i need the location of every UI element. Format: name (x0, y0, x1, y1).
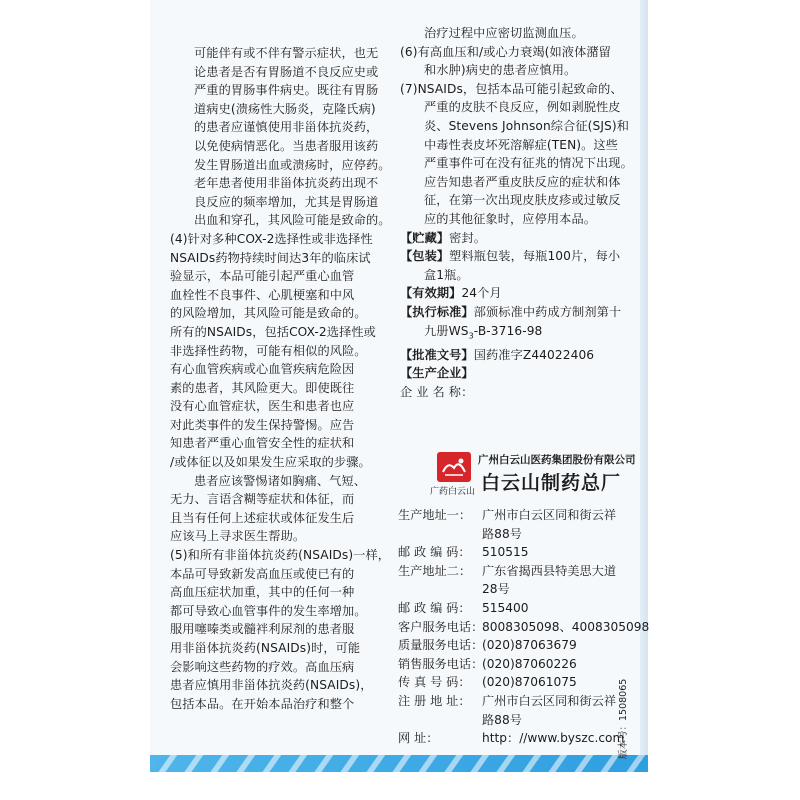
text-line: (6)有高血压和/或心力衰竭(如液体潴留 (400, 44, 611, 59)
package-value-cont: 盒1瓶。 (424, 267, 469, 282)
service-phone-row: 客户服务电话： 8008305098、4008305098 (398, 619, 650, 634)
text-line: 出血和穿孔，其风险可能是致命的。 (194, 213, 391, 228)
text-line: 应的其他征象时，应停用本品。 (424, 211, 597, 226)
text-line: 良反应的频率增加，尤其是胃肠道 (194, 194, 379, 209)
text-line: (7)NSAIDs，包括本品可能引起致命的、 (400, 81, 623, 96)
storage-section (400, 229, 632, 248)
standard-value-cont: 九册$WS_3-B-3716-98$ (424, 323, 543, 340)
right-text-column (400, 24, 632, 401)
package-section (400, 247, 632, 266)
sales-phone-row: 销售服务电话： (020)87060226 (398, 656, 577, 671)
baiyunshan-logo-icon (437, 452, 471, 482)
leaflet-edge (640, 0, 648, 755)
text-line: 严重的胃肠事件病史。既往有胃肠 (194, 83, 379, 98)
text-line: 知患者严重心血管安全性的症状和 (170, 436, 355, 451)
text-line: 发生胃肠道出血或溃疡时，应停药。 (194, 157, 391, 172)
text-line: 和水肿)病史的患者应慎用。 (424, 63, 577, 78)
text-line: 应告知患者严重皮肤反应的症状和体 (424, 174, 621, 189)
postcode1-row: 邮 政 编 码： 510515 (398, 545, 529, 560)
registered-address-row: 注 册 地 址： 广州市白云区同和街云祥 (398, 693, 617, 708)
text-line: 验显示，本品可能引起严重心血管 (170, 269, 355, 284)
text-line: 都可导致心血管事件的发生率增加。 (170, 603, 367, 618)
text-line: 服用噻嗪类或髓袢利尿剂的患者服 (170, 622, 355, 637)
text-line: 患者应慎用非甾体抗炎药(NSAIDs)， (170, 678, 373, 693)
website-link: http：//www.byszc.com (482, 731, 625, 746)
address1-cont: 路88号 (482, 526, 522, 541)
text-line: 患者应该警惕诸如胸痛、气短、 (194, 473, 367, 488)
company-name: 白云山制药总厂 (481, 472, 622, 494)
background-bottom (0, 772, 800, 800)
approval-section (400, 346, 632, 365)
text-line: 无力、言语含糊等症状和体征，而 (170, 492, 355, 507)
quality-phone-row: 质量服务电话： (020)87063679 (398, 638, 577, 653)
approval-label: 【批准文号】 (400, 347, 474, 362)
text-line: 对此类事件的发生保持警惕。应告 (170, 417, 355, 432)
address1-row: 生产地址一： 广州市白云区同和街云祥 (398, 508, 617, 522)
text-line: /或体征以及如果发生应采取的步骤。 (170, 455, 371, 470)
text-line: 老年患者使用非甾体抗炎药出现不 (194, 176, 379, 191)
text-line: 应该马上寻求医生帮助。 (170, 529, 306, 544)
registered-address-cont: 路88号 (482, 712, 522, 727)
producer-label: 【生产企业】 (400, 366, 474, 381)
text-line: 严重的皮肤不良反应，例如剥脱性皮 (424, 100, 621, 115)
text-line: 非选择性药物，可能有相似的风险。 (170, 343, 367, 358)
background-right (650, 0, 800, 800)
company-info (398, 506, 650, 748)
postcode2-row: 邮 政 编 码： 515400 (398, 600, 529, 615)
text-line: 炎、Stevens Johnson综合征(SJS)和 (424, 118, 630, 133)
text-line: 有心血管疾病或心血管疾病危险因 (170, 362, 355, 377)
text-line: 以免使病情恶化。当患者服用该药 (194, 138, 379, 153)
text-line: 中毒性表皮坏死溶解症(TEN)。这些 (424, 137, 619, 152)
text-line: 征，在第一次出现皮肤皮疹或过敏反 (424, 193, 621, 208)
text-line: 严重事件可在没有征兆的情况下出现。 (424, 156, 633, 171)
text-line: 血栓性不良事件、心肌梗塞和中风 (170, 287, 355, 302)
text-line: 会影响这些药物的疗效。高血压病 (170, 659, 355, 674)
expiry-section (400, 284, 632, 303)
address2-row: 生产地址二： 广东省揭西县特美思大道 (398, 563, 617, 578)
standard-label: 【执行标准】 (400, 304, 474, 319)
group-name: 广州白云山医药集团股份有限公司 (478, 454, 636, 466)
text-line: 所有的NSAIDs，包括COX-2选择性或 (170, 324, 376, 339)
expiry-label: 【有效期】 (400, 286, 462, 301)
version-number: 版本号：1508065 (618, 678, 629, 759)
text-line: 道病史(溃疡性大肠炎，克隆氏病) (194, 101, 376, 116)
background-left (0, 0, 150, 800)
website-row: 网 址： http：//www.byszc.com (398, 729, 638, 748)
company-logo-block (430, 450, 637, 500)
text-line: 高血压症状加重，其中的任何一种 (170, 585, 355, 600)
expiry-value: 24个月 (461, 286, 502, 301)
text-line: (4)针对多种COX-2选择性或非选择性 (170, 231, 373, 246)
text-line: 的患者应谨慎使用非甾体抗炎药， (194, 120, 379, 135)
text-line: NSAIDs药物持续时间达3年的临床试 (170, 250, 371, 265)
package-label: 【包装】 (400, 249, 450, 264)
company-name-label: 企 业 名 称： (400, 384, 474, 399)
address2-cont: 28号 (482, 582, 510, 597)
logo-subtext: 广药白云山 (430, 487, 476, 497)
package-value: 塑料瓶包装，每瓶100片，每小 (449, 249, 621, 264)
text-line: 的风险增加，其风险可能是致命的。 (170, 306, 367, 321)
text-line: 包括本品。在开始本品治疗和整个 (170, 696, 355, 711)
text-line: 没有心血管症状，医生和患者也应 (170, 399, 355, 414)
text-line: 素的患者，其风险更大。即使既往 (170, 380, 355, 395)
fax-row: 传 真 号 码： (020)87061075 (398, 675, 577, 690)
left-text-column (170, 44, 390, 713)
text-line: 用非甾体抗炎药(NSAIDs)时，可能 (170, 641, 361, 655)
text-line: 可能伴有或不伴有警示症状，也无 (194, 46, 379, 60)
text-line: 本品可导致新发高血压或使已有的 (170, 566, 355, 581)
text-line: 且当有任何上述症状或体征发生后 (170, 510, 355, 525)
storage-value: 密封。 (449, 230, 487, 245)
standard-value: 部颁标准中药成方制剂第十 (473, 304, 622, 319)
approval-value: 国药准字Z44022406 (473, 347, 595, 362)
text-line: (5)和所有非甾体抗炎药(NSAIDs)一样， (170, 548, 391, 563)
standard-section (400, 303, 632, 322)
storage-label: 【贮藏】 (400, 230, 450, 245)
text-line: 治疗过程中应密切监测血压。 (424, 26, 584, 40)
text-line: 论患者是否有胃肠道不良反应史或 (194, 64, 379, 79)
blue-footer-band (150, 755, 648, 772)
